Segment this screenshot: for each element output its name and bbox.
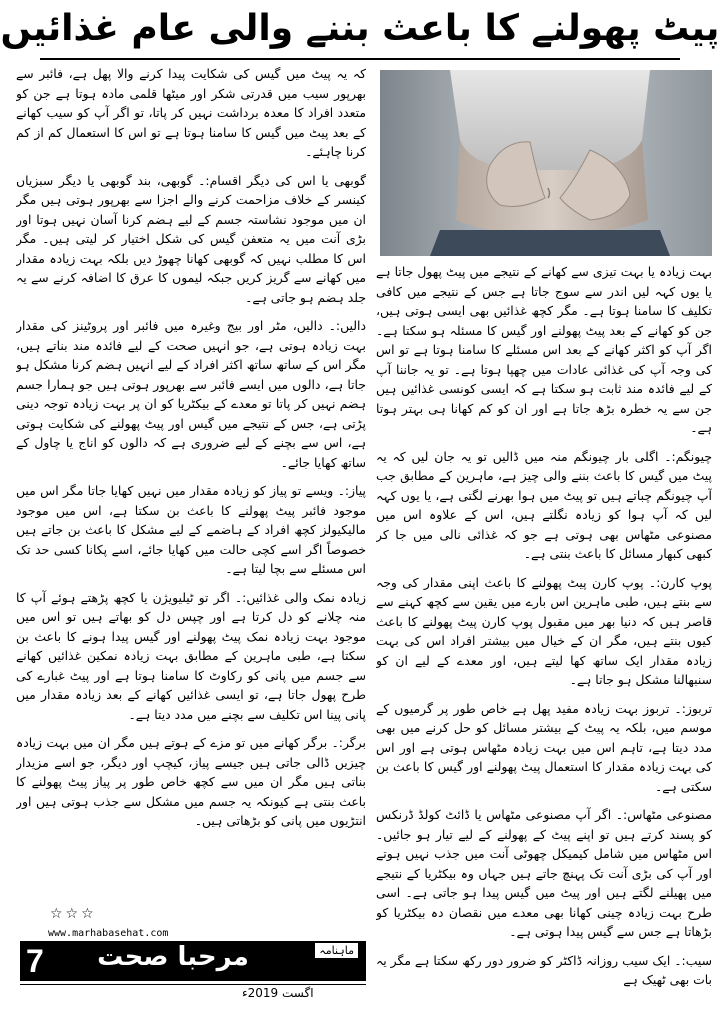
left-column xyxy=(16,64,366,909)
paragraph: گوبھی یا اس کی دیگر اقسام:۔ گوبھی، بند گوبھی یا دیگر سبزیاں کینسر کے خلاف مزاحمت کرنے والے اجزا سے بھرپور ہوتی ہیں مگر ان میں موجود نشاستہ جسم کے لیے ہضم کرنا آسان نہیں ہوتا اور بڑی آنت میں یہ متعفن گیس کی شکل اختیار کر لیتی ہیں۔ مگر اس کا مطلب نہیں کہ گوبھی کھانا چھوڑ دیں بلکہ بہت زیادہ مقدار میں کھانے سے گریز کریں جبکہ لیموں کا عرق کا اضافہ کرنے سے یہ جلد ہضم ہو جاتی ہے۔ xyxy=(16,172,366,305)
website-url: www.marhabasehat.com xyxy=(48,928,169,939)
magazine-name: مرحبا صحت xyxy=(97,942,249,972)
title-divider xyxy=(40,58,680,60)
paragraph: سیب:۔ ایک سیب روزانہ ڈاکٹر کو ضرور دور رکھ سکتا ہے مگر یہ بات بھی ٹھیک ہے xyxy=(376,952,712,987)
paragraph: چیونگم:۔ اگلی بار چیونگم منہ میں ڈالیں تو یہ جان لیں کہ یہ پیٹ میں گیس کا باعث بننے والی چیز ہے، ماہرین کے مطابق جب آپ چیونگم چباتے ہیں تو پیٹ میں ہوا بھرنے لگتی ہے، یا یوں کہہ لیں کہ آپ ہوا کو زیادہ نگلتے ہیں، اس کے علاوہ اس میں مصنوعی مٹھاس بھی ہوتی ہے جو کہ غذائی نالی میں جا کر کبھی کبھار مسائل کا باعث بنتی ہے۔ xyxy=(376,448,712,561)
page-number: 7 xyxy=(26,943,44,979)
paragraph: بہت زیادہ یا بہت تیزی سے کھانے کے نتیجے میں پیٹ پھول جاتا ہے یا یوں کہہ لیں اندر سے سوج جاتا ہے جس کے نتیجے میں کافی تکلیف کا سامنا ہوتا ہے۔ مگر کچھ غذائیں بھی ایسی ہوتی ہیں، جن کو کھانے کے بعد پیٹ پھولنے اور گیس کا مسئلہ ہو سکتا ہے۔ اگر آپ کو اکثر کھانے کے بعد اس مسئلے کا سامنا ہوتا ہے تو اس کی وجہ آپ کی غذائی عادات میں چھپا ہوتا ہے۔ تو یہ جاننا آپ کے لیے فائدہ مند ثابت ہو سکتا ہے کہ ایسی کونسی غذائیں ہیں جن سے یہ خطرہ بڑھ جاتا ہے اور ان کو کم کھانا ہی بہتر ہوتا ہے۔ xyxy=(376,264,712,435)
article-title: پیٹ پھولنے کا باعث بننے والی عام غذائیں xyxy=(0,8,720,49)
magazine-banner xyxy=(20,941,366,981)
footer-divider xyxy=(20,984,366,985)
bloated-stomach-image xyxy=(380,70,712,256)
right-column xyxy=(376,262,712,1014)
paragraph: تربوز:۔ تربوز بہت زیادہ مفید پھل ہے خاص طور پر گرمیوں کے موسم میں، بلکہ یہ پیٹ کے بیشتر مسائل کو حل کرنے میں بھی مدد دیتا ہے، تاہم اس میں بہت زیادہ مٹھاس ہوتی ہے اور اس کی بہت زیادہ مقدار کا استعمال پیٹ پھولنے اور گیس کا باعث بن سکتی ہے۔ xyxy=(376,700,712,794)
paragraph: پوپ کارن:۔ پوپ کارن پیٹ پھولنے کا باعث اپنی مقدار کی وجہ سے بنتے ہیں، طبی ماہرین اس بارے میں یقین سے کچھ کہنے سے قاصر ہیں کہ دنیا بھر میں مقبول پوپ کارن پیٹ پھولنے کا باعث کیوں بنتے ہیں، مگر ان کے خیال میں بیشتر افراد اس کی بہت زیادہ مقدار ایک ساتھ کھا لیتے ہیں، اور معدے کے لیے ان کو سنبھالنا مشکل ہو جاتا ہے۔ xyxy=(376,574,712,687)
paragraph: مصنوعی مٹھاس:۔ اگر آپ مصنوعی مٹھاس یا ڈائٹ کولڈ ڈرنکس کو پسند کرتے ہیں تو اپنے پیٹ کے پھولنے کے لیے تیار ہو جائیں۔ اس مٹھاس میں شامل کیمیکل چھوٹی آنت میں جذب نہیں ہوتے اور آپ کی بڑی آنت تک پہنچ جاتے ہیں جہاں وہ بیکٹریا کے نتیجے میں پھیلنے لگتے ہیں اور پیٹ میں گیس پیدا ہو جاتی ہے۔ اسی طرح بہت زیادہ چینی کھانا بھی معدے میں نقصان دہ بیکٹریا کو بڑھاتا ہے جس سے گیس پیدا ہوتی ہے۔ xyxy=(376,807,712,939)
magazine-tag: ماہنامہ xyxy=(315,943,358,958)
page-footer xyxy=(20,928,366,1012)
article-photo xyxy=(380,70,712,256)
end-stars: ☆☆☆ xyxy=(50,906,97,922)
issue-date: اگست 2019ء xyxy=(242,986,314,1000)
paragraph: کہ یہ پیٹ میں گیس کی شکایت پیدا کرنے والا پھل ہے، فائبر سے بھرپور سیب میں قدرتی شکر اور میٹھا قلمی مادہ ہوتا ہے جن کو متعدد افراد کا معدہ برداشت نہیں کر پاتا، تو اگر آپ کو سیب کھانے کے بعد پیٹ میں گیس کا سامنا ہوتا ہے تو اس کا استعمال کم از کم کرنا چاہئے۔ xyxy=(16,66,366,159)
paragraph: زیادہ نمک والی غذائیں:۔ اگر تو ٹیلیویژن یا کچھ پڑھتے ہوئے آپ کا منہ چلانے کو دل کرتا ہے اور چپس دل کو بھاتے ہیں تو اس میں موجود بہت زیادہ نمک پیٹ پھولنے اور گیس پیدا ہونے کا باعث بن سکتا ہے، طبی ماہرین کے مطابق بہت زیادہ نمکین غذائیں کھانے سے جسم میں پانی کو رکاوٹ کا سامنا ہوتا ہے اور پیٹ غبارے کی طرح پھول جاتا ہے، تو ایسی غذائیں کھانے کے بعد زیادہ مقدار میں پانی پینا اس تکلیف سے بچنے میں مدد دیتا ہے۔ xyxy=(16,589,366,722)
paragraph: دالیں:۔ دالیں، مٹر اور بیج وغیرہ میں فائبر اور پروٹینز کی مقدار بہت زیادہ ہوتی ہے، جو انہیں صحت کے لیے فائدہ مند بناتے ہیں، مگر اس کے ساتھ ساتھ اکثر افراد کے لیے انہیں ہضم کرنا مشکل ہو جاتا ہے، دالوں میں ایسے فائبر سے بھرپور ہوتی ہیں جو ہمارا جسم ہضم نہیں کر پاتا تو معدے کے بیکٹریا کو ان پر بہت زیادہ توجہ دینی پڑتی ہے، جس کے نتیجے میں گیس اور پیٹ پھولنے کی شکایت ہوتی ہے، اس سے بچنے کے لیے ضروری ہے کہ دالوں کو اناج یا چاول کے ساتھ کھایا جائے۔ xyxy=(16,318,366,470)
paragraph: پیاز:۔ ویسے تو پیاز کو زیادہ مقدار میں نہیں کھایا جاتا مگر اس میں موجود فائبر پیٹ پھولنے کا باعث بن سکتا ہے، اس میں موجود مالیکیولز کچھ افراد کے ہاضمے کے لیے مشکل کا باعث بن جاتے ہیں خصوصاً اگر اسے کچی حالت میں کھایا جائے، اسے پکانا کسی حد تک اس مسئلے سے بچا لیتا ہے۔ xyxy=(16,483,366,576)
paragraph: برگر:۔ برگر کھانے میں تو مزے کے ہوتے ہیں مگر ان میں بہت زیادہ چیزیں ڈالی جاتی ہیں جیسے پیاز، کیچپ اور دیگر، جو اسے مزیدار بناتی ہیں مگر ان میں سے کچھ خاص طور پر پیاز پیٹ پھولنے کا باعث بنتی ہے کیونکہ یہ جسم میں مشکل سے جذب ہوتی ہیں اور انتڑیوں میں پانی کو بڑھاتی ہیں۔ xyxy=(16,735,366,828)
